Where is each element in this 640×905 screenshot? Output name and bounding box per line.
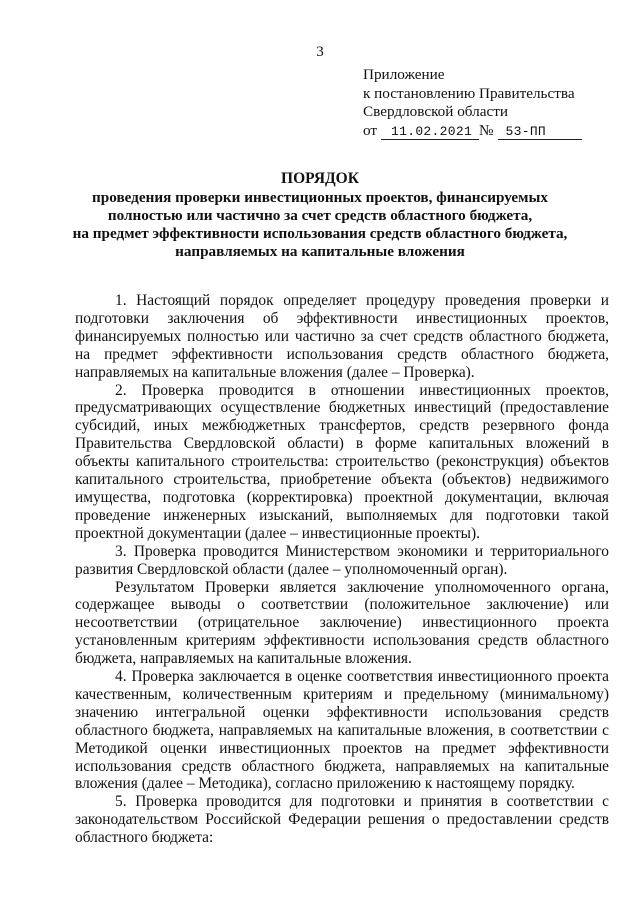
subtitle-line: полностью или частично за счет средств областного бюджета, [107,207,533,224]
resolution-date: 11.02.2021 [381,124,479,140]
paragraph-2: 2. Проверка проводится в отношении инвестиционных проектов, предусматривающих осуществление бюджетных инвестиций (предоставление субсидий, иных межбюджетных трансфертов, средств резервного фонда Правительства Свердловской области) в форме капитальных вложений в объекты капитального строительства: строительство (реконструкция) объектов капитального строительства, приобретение объекта (объектов) недвижимого имущества, подготовка (корректировка) проектной документации, включая проведение инженерных изысканий, выполняемых для подготовки такой проектной документации (далее – инвестиционные проекты). [75,381,609,542]
paragraph-3: 3. Проверка проводится Министерством экономики и территориального развития Свердловской области (далее – уполномоченный орган). [75,542,609,578]
appendix-label: Приложение [363,66,445,83]
date-prefix: от [363,121,378,139]
paragraph-4: 4. Проверка заключается в оценке соответствия инвестиционного проекта качественным, количественным критериям и предельному (минимальному) значению интегральной оценки эффективности использования средств областного бюджета, направляемых на капитальные вложения, в соответствии с Методикой оценки инвестиционных проектов на предмет эффективности использования средств областного бюджета, направляемых на капитальные вложения (далее – Методика), согласно приложению к настоящему порядку. [75,668,609,793]
appendix-date-number-line [363,122,613,141]
paragraph-1: 1. Настоящий порядок определяет процедуру проведения проверки и подготовки заключения об эффективности инвестиционных проектов, финансируемых полностью или частично за счет средств областного бюджета, на предмет эффективности использования средств областного бюджета, направляемых на капитальные вложения (далее – Проверка). [75,292,609,381]
subtitle-line: направляемых на капитальные вложения [175,243,465,260]
number-prefix: № [479,121,494,139]
resolution-number: 53-ПП [498,124,582,140]
page-number: 3 [316,44,324,60]
document-title: ПОРЯДОК [281,170,359,187]
subtitle-line: проведения проверки инвестиционных проектов, финансируемых [92,189,548,206]
paragraph-5: 5. Проверка проводится для подготовки и принятия в соответствии с законодательством Российской Федерации решения о предоставлении средств областного бюджета: [75,793,609,847]
document-subtitle [40,189,600,261]
appendix-block [363,66,613,140]
document-body [75,292,609,847]
subtitle-line: на предмет эффективности использования средств областного бюджета, [72,225,568,242]
appendix-resolution-line: к постановлению Правительства [363,84,575,102]
appendix-region-line: Свердловской области [363,103,508,121]
paragraph-3-result: Результатом Проверки является заключение уполномоченного органа, содержащее выводы о соответствии (положительное заключение) или несоответствии (отрицательное заключение) инвестиционного проекта установленным критериям эффективности использования средств областного бюджета, направляемых на капитальные вложения. [75,578,609,668]
